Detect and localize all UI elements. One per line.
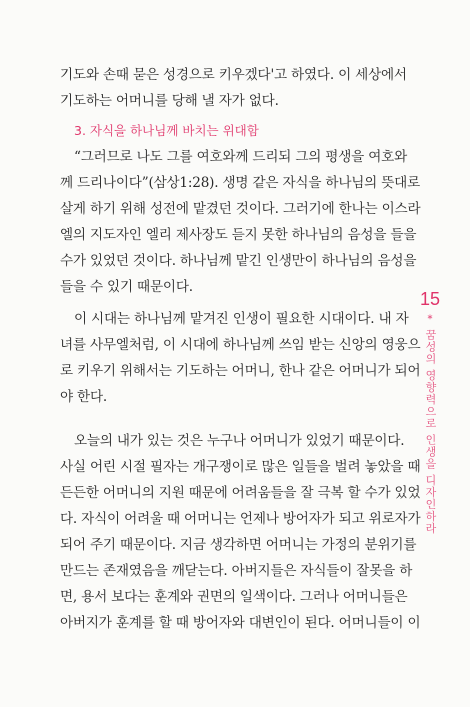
text-line: 사실 어린 시절 필자는 개구쟁이로 많은 일들을 벌려 놓았을 때 [60,459,421,475]
text-line: 로 키우기 위해서는 기도하는 어머니, 한나 같은 어머니가 되어 [60,363,421,379]
text-line: 엘의 지도자인 엘리 제사장도 듣지 못한 하나님의 음성을 들을 [60,227,417,243]
text-line: 녀를 사무엘처럼, 이 시대에 하나님께 쓰임 받는 신앙의 영웅으 [60,337,421,353]
text-line: 기도하는 어머니를 당해 낼 자가 없다. [60,93,279,109]
text-line: “그러므로 나도 그를 여호와께 드리되 그의 평생을 여호와 [74,149,408,165]
section-heading-block [60,118,382,144]
text-line: 수가 있었던 것이다. 하나님께 맡긴 인생만이 하나님의 음성을 [60,253,417,269]
text-line: 오늘의 내가 있는 것은 누구나 어머니가 있었기 때문이다. [74,433,405,449]
text-line: 아버지가 훈계를 할 때 방어자와 대변인이 된다. 어머니들이 이 [60,615,421,631]
text-line: 살게 하기 위해 성전에 맡겼던 것이다. 그러기에 한나는 이스라 [60,201,421,217]
paragraph-1 [60,62,407,114]
paragraph-2 [60,144,421,300]
text-line: 께 드리나이다”(삼상1:28). 생명 같은 자식을 하나님의 뜻대로 [60,175,421,191]
text-line: 기도와 손때 묻은 성경으로 키우겠다'고 하였다. 이 세상에서 [60,67,407,83]
text-line: 만드는 존재였음을 깨닫는다. 아버지들은 자식들이 잘못을 하 [60,563,413,579]
paragraph-4 [60,428,421,636]
text-line: 든든한 어머니의 지원 때문에 어려움들을 잘 극복 할 수가 있었 [60,485,421,501]
text-line: 야 한다. [60,389,108,405]
text-line: 면, 용서 보다는 훈계와 권면의 일색이다. 그러나 어머니들은 [60,589,408,605]
text-line: 되어 주기 때문이다. 지금 생각하면 어머니는 가정의 분위기를 [60,537,417,553]
text-line: 들을 수 있기 때문이다. [60,279,193,295]
page-number: 15 [419,289,441,309]
paragraph-3 [60,306,421,410]
running-title: 꿈성의 영향력으로 인생을 디자인하라 [424,329,437,535]
running-header [412,290,448,535]
star-icon: * [427,314,433,325]
section-heading: 3. 자식을 하나님께 바치는 위대함 [74,123,259,138]
text-line: 이 시대는 하나님께 맡겨진 인생이 필요한 시대이다. 내 자 [74,311,409,327]
text-line: 다. 자식이 어려울 때 어머니는 언제나 방어자가 되고 위로자가 [60,511,421,527]
